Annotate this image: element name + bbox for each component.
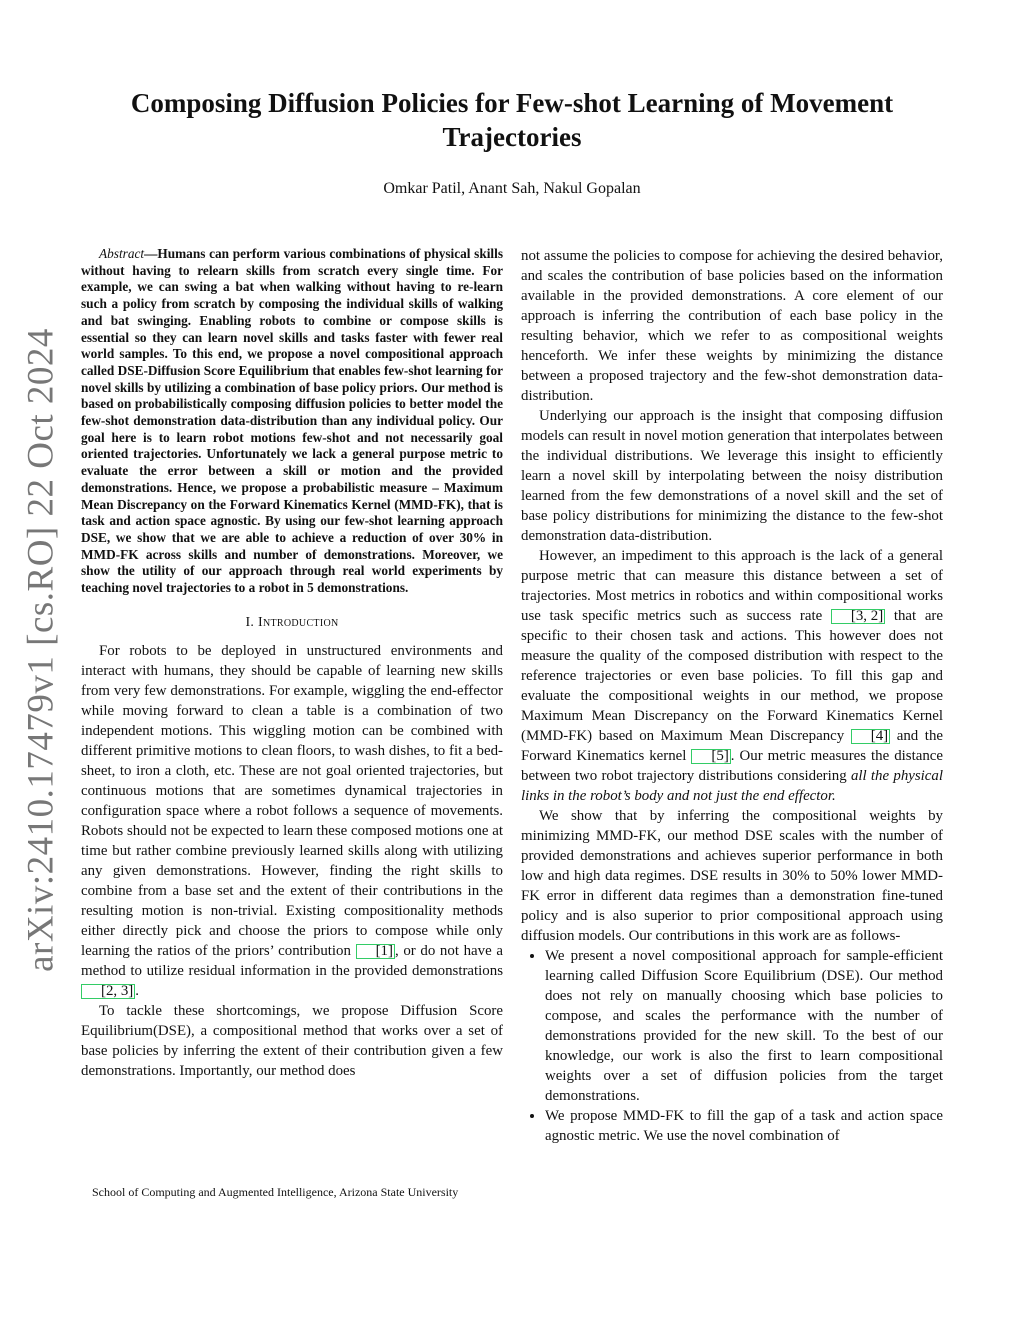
- intro-paragraph-5: [521, 546, 943, 806]
- paper-title: Composing Diffusion Policies for Few-shot Learning of Movement Trajectories: [130, 88, 894, 152]
- text-run: For robots to be deployed in unstructured environments and interact with humans, they should be capable of learning new skills from very few demonstrations. For example, wiggling the end-effector while moving forward to clean a table is a combination of two independent motions. This wiggling motion can be combined with different primitive motions to clean floors, to wash dishes, to fit a bed-sheet, to iron a cloth, etc. These are not goal oriented trajectories, but continuous motions that are sometimes dynamical trajectories in configuration space where a robot follows a sequence of movements. Robots should not be expected to learn these composed motions one at time but rather combine previously learned skills along with utilizing any given demonstrations. However, finding the right skills to combine from a base set and the extent of their contributions in the resulting motion is non-trivial. Existing compositionality methods either directly pick and choose the priors to compose while only learning the ratios of the priors’ contribution: [81, 642, 503, 959]
- text-run: , or do not have a method to utilize residual information in the provided demonstrations: [81, 942, 503, 979]
- arxiv-stamp-text: arXiv:2410.17479v1 [cs.RO] 22 Oct 2024: [20, 328, 62, 972]
- intro-paragraph-6: We show that by inferring the compositional weights by minimizing MMD-FK, our method DSE scales with the number of provided demonstrations and achieves superior performance in both low and high data regimes. DSE results in 30% to 50% lower MMD-FK error in different data regimes than a demonstration fine-tuned policy and is also superior to prior compositional approach using diffusion models. Our contributions in this work are as follows-: [521, 808, 943, 944]
- list-item: • We present a novel compositional approach for sample-efficient learning called Diffusion Score Equilibrium (DSE). Our method does not rely on manually choosing which base policies to compose, and scales the performance with the number of demonstrations provided for the new skill. To the best of our knowledge, our work is also the first to learn compositional weights over a set of diffusion policies from the target demonstrations.: [545, 946, 943, 1106]
- emphasis-text: all the physical links in the robot’s body and not just the end effector.: [521, 768, 943, 804]
- citation-link[interactable]: [2, 3]: [81, 984, 135, 999]
- arxiv-stamp: [6, 328, 76, 972]
- intro-paragraph-3: not assume the policies to compose for achieving the desired behavior, and scales the contribution of base policies based on the information available in the provided demonstrations. A core element of our approach is inferring the contribution of each base policy in the resulting behavior, which we refer to as compositional weights henceforth. We infer these weights by minimizing the distance between a proposed trajectory and the few-shot demonstration data-distribution.: [521, 248, 943, 404]
- section-heading: [81, 613, 503, 633]
- contribution-list: [521, 946, 943, 1146]
- intro-paragraph-1: [81, 641, 503, 1001]
- text-run: However, an impediment to this approach is the lack of a general purpose metric that can measure this distance between a set of trajectories. Most metrics in robotics and within compositional works use task specific metrics such as success rate: [521, 548, 943, 624]
- list-item: • We propose MMD-FK to fill the gap of a task and action space agnostic metric. We use the novel combination of: [545, 1106, 943, 1146]
- section-number: I.: [245, 614, 259, 630]
- intro-paragraph-4: Underlying our approach is the insight that composing diffusion models can result in novel motion generation that interpolates between the individual distributions. We leverage this insight to efficiently learn a novel skill by interpolating between the noisy distribution learned from the few demonstrations of a novel skill and the set of base policy distributions for minimizing the distance to the few-shot demonstration data-distribution.: [521, 408, 943, 544]
- abstract-label: Abstract: [99, 246, 145, 261]
- citation-link[interactable]: [1]: [356, 944, 395, 959]
- abstract: [81, 246, 503, 597]
- citation-link[interactable]: [4]: [851, 729, 890, 744]
- citation-link[interactable]: [3, 2]: [831, 609, 885, 624]
- citation-link[interactable]: [5]: [691, 749, 730, 764]
- author-list: Omkar Patil, Anant Sah, Nakul Gopalan: [383, 180, 641, 197]
- affiliation-footnote: School of Computing and Augmented Intelligence, Arizona State University: [92, 1185, 459, 1199]
- intro-paragraph-2: To tackle these shortcomings, we propose Diffusion Score Equilibrium(DSE), a compositional method that works over a set of base policies by inferring the extent of their contribution given a few demonstrations. Importantly, our method does: [81, 1002, 503, 1079]
- text-run: . Our metric measures the distance between two robot trajectory distributions considering: [521, 748, 943, 784]
- left-column: [81, 246, 503, 1081]
- text-run: that are specific to their chosen task and actions. This however does not measure the quality of the composed distribution with respect to the reference trajectories or even base policies. To fill this gap and evaluate the compositional weights in our method, we propose Maximum Mean Discrepancy on the Forward Kinematics Kernel (MMD-FK) based on Maximum Mean Discrepancy: [521, 608, 943, 744]
- section-title: Introduction: [258, 614, 339, 630]
- text-run: .: [135, 982, 139, 999]
- abstract-text: —Humans can perform various combinations of physical skills without having to relearn skills from scratch every single time. For example, we can swing a bat when walking without having to re-learn such a policy from scratch by composing the individual skills of walking and bat swinging. Enabling robots to combine or compose skills is essential so they can learn novel skills and tasks faster with fewer real world samples. To this end, we propose a novel compositional approach called DSE-Diffusion Score Equilibrium that enables few-shot learning for novel skills by utilizing a combination of base policy priors. Our method is based on probabilistically composing diffusion policies to better model the few-shot demonstration data-distribution than any individual policy. Our goal here is to learn robot motions few-shot and not necessarily goal oriented trajectories. Unfortunately we lack a general purpose metric to evaluate the error between a skill or motion and the provided demonstrations. Hence, we propose a probabilistic measure – Maximum Mean Discrepancy on the Forward Kinematics Kernel (MMD-FK), that is task and action space agnostic. By using our few-shot learning approach DSE, we show that we are able to achieve a reduction of over 30% in MMD-FK across skills and number of demonstrations. Moreover, we show the utility of our approach through real world experiments by teaching novel trajectories to a robot in 5 demonstrations.: [81, 246, 503, 596]
- text-run: and the Forward Kinematics kernel: [521, 728, 944, 764]
- right-column: [521, 246, 943, 1146]
